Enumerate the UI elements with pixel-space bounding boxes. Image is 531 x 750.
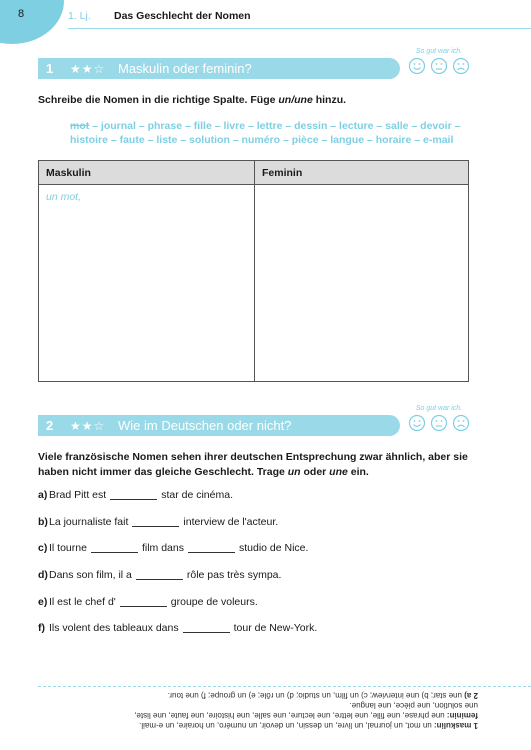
example-answer: un mot, — [46, 191, 82, 203]
happy-face-icon[interactable] — [408, 414, 426, 432]
self-rating-label: So gut war ich. — [415, 48, 463, 55]
exercise-1-number: 1 — [46, 61, 54, 76]
answer-table — [38, 160, 469, 382]
word-bank-example: mot — [70, 120, 90, 132]
exercise-1-header — [38, 58, 400, 79]
answer-blank[interactable] — [132, 517, 179, 527]
happy-face-icon[interactable] — [408, 57, 426, 75]
sentence-item: b) La journaliste fait interview de l'acteur. — [38, 516, 279, 528]
sentence-item: a) Brad Pitt est star de cinéma. — [38, 489, 233, 501]
difficulty-stars-icon: ★★☆ — [70, 418, 106, 433]
page-corner-tab — [0, 0, 64, 44]
sad-face-icon[interactable] — [452, 57, 470, 75]
answer-blank[interactable] — [91, 543, 138, 553]
answer-blank[interactable] — [136, 570, 183, 580]
answer-blank[interactable] — [183, 623, 230, 633]
exercise-1-instruction: Schreibe die Nomen in die richtige Spalte. Füge un/une hinzu. — [38, 94, 347, 106]
neutral-face-icon[interactable] — [430, 414, 448, 432]
sentence-item: e) Il est le chef d' groupe de voleurs. — [38, 596, 258, 608]
exercise-2-header — [38, 415, 400, 436]
answer-blank[interactable] — [120, 597, 167, 607]
page-number: 8 — [18, 8, 25, 20]
feminine-answer-cell[interactable] — [255, 185, 469, 382]
masculine-answer-cell[interactable] — [39, 185, 255, 382]
sentence-item: c) Il tourne film dans studio de Nice. — [38, 542, 309, 554]
exercise-1-title: Maskulin oder feminin? — [118, 61, 252, 76]
exercise-2-number: 2 — [46, 418, 54, 433]
word-bank: mot – journal – phrase – fille – livre – lettre – dessin – lecture – salle – devoir – histoire – faute – liste – solution – numéro – pièce – langue – horaire – e-mail — [70, 120, 461, 146]
answer-blank[interactable] — [188, 543, 235, 553]
column-masculine: Maskulin — [39, 161, 255, 185]
neutral-face-icon[interactable] — [430, 57, 448, 75]
column-feminine: Feminin — [255, 161, 469, 185]
header-divider — [68, 28, 531, 29]
upside-down-solutions: 1 maskulin: un mot, un journal, un livre, un dessin, un devoir, un numéro, un horaire, un e-mail. feminin: une phrase, une fille, une lettre, une lecture, une salle, une histoire, une faute, une liste, une solution, une pièce, une langue. 2 a) une star; b) une interview; c) un film, un studio; d) un rôle; e) un groupe; f) une tour. — [134, 691, 478, 730]
chapter-label: 1. Lj. — [68, 10, 91, 22]
page-title: Das Geschlecht der Nomen — [114, 10, 251, 22]
exercise-2-instruction: Viele französische Nomen sehen ihrer deutschen Entsprechung zwar ähnlich, aber sie haben nicht immer das gleiche Geschlecht. Trage un oder une ein. — [38, 451, 468, 478]
answer-blank[interactable] — [110, 490, 157, 500]
footer-divider — [38, 686, 531, 687]
exercise-2-title: Wie im Deutschen oder nicht? — [118, 418, 292, 433]
difficulty-stars-icon: ★★☆ — [70, 61, 106, 76]
self-rating-1 — [408, 48, 470, 75]
self-rating-2 — [408, 405, 470, 432]
sentence-item: d) Dans son film, il a rôle pas très sympa. — [38, 569, 282, 581]
self-rating-label: So gut war ich. — [415, 405, 463, 412]
sad-face-icon[interactable] — [452, 414, 470, 432]
sentence-item: f) Ils volent des tableaux dans tour de New-York. — [38, 622, 318, 634]
